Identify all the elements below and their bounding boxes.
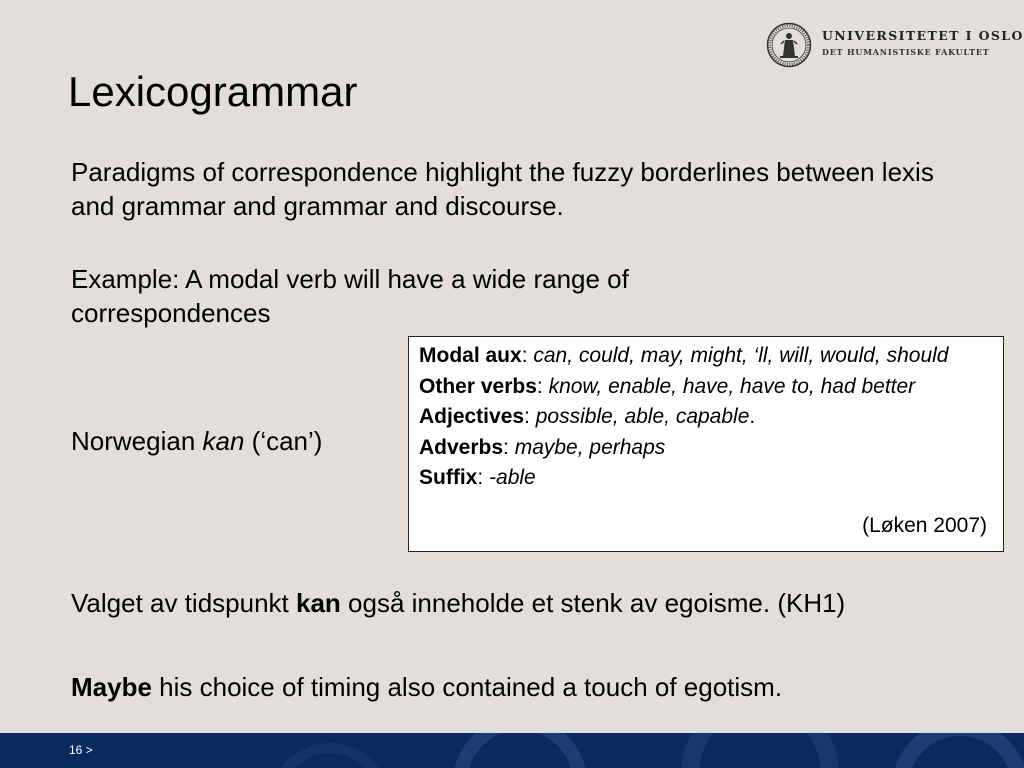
faculty-name: DET HUMANISTISKE FAKULTET <box>822 47 990 57</box>
correspondence-row <box>419 372 993 403</box>
footer-decoration <box>0 733 1024 768</box>
row-separator: : <box>524 405 536 428</box>
row-separator: : <box>521 344 534 367</box>
sentence-before: Valget av tidspunkt <box>71 588 296 618</box>
correspondence-row <box>419 463 993 494</box>
english-sentence <box>71 670 971 704</box>
university-logo <box>766 22 1024 74</box>
row-separator: : <box>503 435 515 459</box>
row-items: maybe, perhaps <box>514 435 666 459</box>
footer-bar <box>0 733 1024 768</box>
correspondence-row <box>419 433 993 464</box>
correspondence-row <box>419 341 993 372</box>
intro-paragraph: Paradigms of correspondence highlight the fuzzy borderlines between lexis and grammar and grammar and discourse. <box>71 157 934 221</box>
slide-title: Lexicogrammar <box>68 68 358 115</box>
sentence-highlight: Maybe <box>71 672 152 702</box>
norwegian-gloss: (‘can’) <box>244 426 323 456</box>
row-label: Adjectives <box>419 405 525 428</box>
row-items: -able <box>489 466 536 489</box>
norwegian-example <box>71 426 322 457</box>
norwegian-word: kan <box>202 426 245 456</box>
row-label: Adverbs <box>419 435 504 459</box>
citation: (Løken 2007) <box>862 513 987 537</box>
row-separator: : <box>477 466 490 489</box>
sentence-highlight: kan <box>296 588 341 618</box>
sentence-after: også inneholde et stenk av egoisme. (KH1) <box>340 588 846 618</box>
row-label: Other verbs <box>419 374 537 398</box>
sentence-after: his choice of timing also contained a touch of egotism. <box>151 672 783 702</box>
row-separator: : <box>536 374 549 398</box>
correspondence-row <box>419 402 993 433</box>
university-seal-icon <box>766 22 812 68</box>
row-tail: . <box>749 405 756 428</box>
norwegian-sentence <box>71 586 971 620</box>
row-items: know, enable, have, have to, had better <box>548 374 916 398</box>
row-items: possible, able, capable <box>535 405 750 428</box>
norwegian-prefix: Norwegian <box>71 426 203 456</box>
correspondence-box <box>408 336 1004 552</box>
university-name: UNIVERSITETET I OSLO <box>822 28 1024 43</box>
row-label: Suffix <box>419 466 478 489</box>
page-number: 16 > <box>69 743 93 757</box>
example-paragraph: Example: A modal verb will have a wide range of correspondences <box>71 264 629 328</box>
row-label: Modal aux <box>419 344 522 367</box>
row-items: can, could, may, might, ‘ll, will, would, should <box>533 344 949 367</box>
